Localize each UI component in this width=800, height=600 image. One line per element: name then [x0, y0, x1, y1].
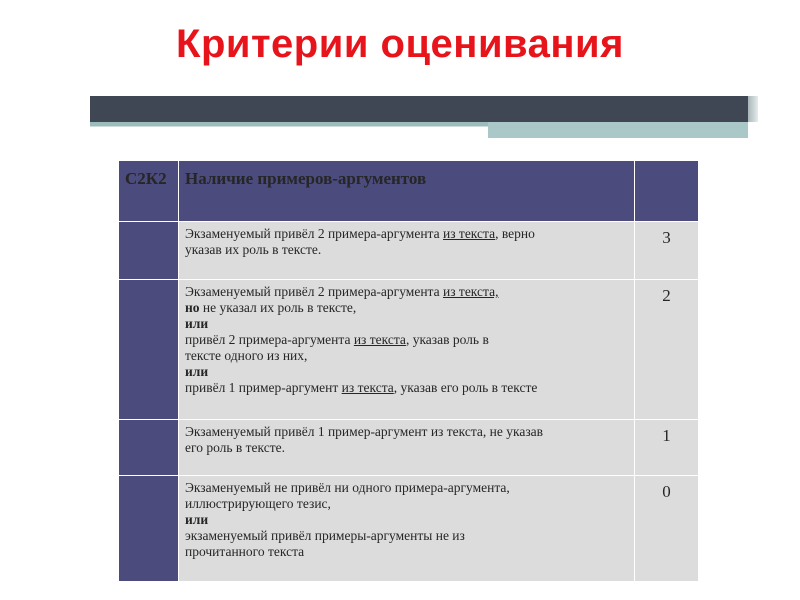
table-row [119, 280, 699, 420]
table-row [119, 420, 699, 476]
row-side-cell [119, 280, 179, 420]
row-score: 0 [635, 476, 699, 582]
banner-thin-line [90, 126, 488, 127]
table-row [119, 476, 699, 582]
header-score-cell [635, 161, 699, 222]
banner-edge [748, 96, 758, 122]
table-header-row [119, 161, 699, 222]
criterion-code: С2К2 [119, 161, 179, 222]
row-description: Экзаменуемый привёл 2 примера-аргумента из текста, но не указал их роль в тексте, или привёл 2 примера-аргумента из текста, указав роль в тексте одного из них, или привёл 1 пример-аргумент из текста, указав его роль в тексте [179, 280, 635, 420]
row-side-cell [119, 222, 179, 280]
table-row [119, 222, 699, 280]
row-description: Экзаменуемый не привёл ни одного примера-аргумента, иллюстрирующего тезис, или экзаменуемый привёл примеры-аргументы не из прочитанного текста [179, 476, 635, 582]
row-side-cell [119, 420, 179, 476]
row-score: 2 [635, 280, 699, 420]
row-description: Экзаменуемый привёл 1 пример-аргумент из текста, не указав его роль в тексте. [179, 420, 635, 476]
criterion-title: Наличие примеров-аргументов [179, 161, 635, 222]
row-score: 3 [635, 222, 699, 280]
row-description: Экзаменуемый привёл 2 примера-аргумента из текста, верно указав их роль в тексте. [179, 222, 635, 280]
criteria-table [118, 160, 699, 582]
banner-dark-bar [90, 96, 748, 122]
decorative-banner [90, 96, 758, 140]
page-title: Критерии оценивания [176, 22, 624, 66]
row-score: 1 [635, 420, 699, 476]
banner-teal-block [488, 122, 748, 138]
row-side-cell [119, 476, 179, 582]
